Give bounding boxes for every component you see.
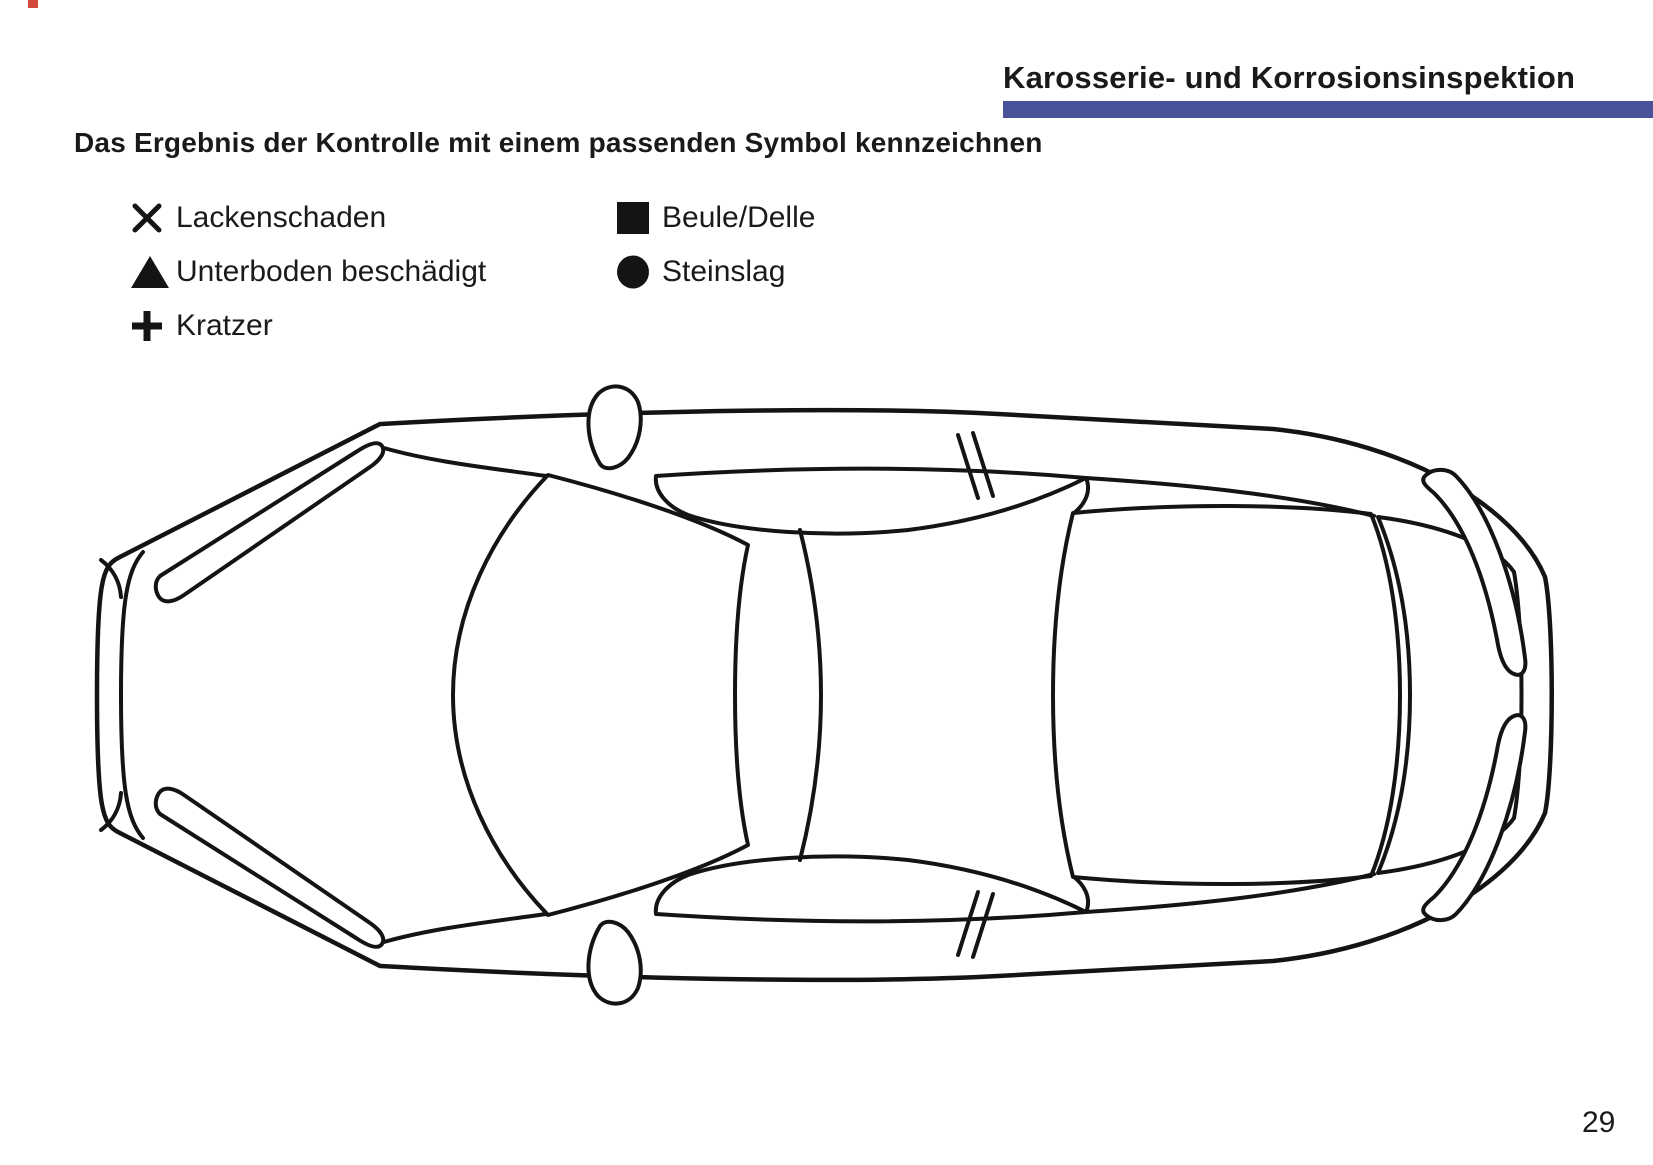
legend-column-1 bbox=[130, 201, 486, 363]
rear-window bbox=[1053, 506, 1400, 884]
taillight-bottom bbox=[1423, 715, 1525, 920]
side-mirror-bottom bbox=[588, 922, 640, 1004]
legend-item bbox=[130, 309, 486, 343]
legend-label: Unterboden beschädigt bbox=[176, 255, 487, 288]
front-bumper-line bbox=[121, 552, 143, 838]
roof-contour-line bbox=[800, 530, 821, 860]
plus-icon bbox=[130, 309, 176, 343]
filled-circle-icon bbox=[616, 255, 662, 289]
legend-label: Steinslag bbox=[662, 255, 786, 288]
b-pillar-bottom bbox=[958, 892, 993, 957]
instruction-text: Das Ergebnis der Kontrolle mit einem passenden Symbol kennzeichnen bbox=[74, 127, 1043, 158]
legend-item bbox=[616, 255, 815, 289]
legend-column-2 bbox=[616, 201, 815, 309]
legend-label: Kratzer bbox=[176, 309, 273, 342]
windshield bbox=[453, 475, 748, 915]
legend-label: Beule/Delle bbox=[662, 201, 816, 234]
legend-label: Lackenschaden bbox=[176, 201, 387, 234]
scan-artifact-mark bbox=[28, 0, 38, 8]
hood-line-top bbox=[384, 448, 546, 476]
taillight-top bbox=[1423, 470, 1525, 675]
legend-item bbox=[130, 201, 486, 235]
page-number: 29 bbox=[1582, 1106, 1616, 1139]
x-mark-icon bbox=[130, 201, 176, 235]
hood-line-bottom bbox=[384, 914, 546, 942]
car-top-view-diagram bbox=[88, 380, 1558, 1010]
page-title: Karosserie- und Korrosionsinspektion bbox=[1003, 60, 1576, 95]
side-window-bottom bbox=[656, 856, 1086, 921]
legend-item bbox=[616, 201, 815, 235]
filled-triangle-icon bbox=[130, 255, 176, 289]
b-pillar-top bbox=[958, 433, 993, 498]
legend-item bbox=[130, 255, 486, 289]
side-mirror-top bbox=[588, 386, 640, 468]
title-underline-bar bbox=[1003, 101, 1653, 118]
side-window-top bbox=[656, 469, 1086, 534]
filled-square-icon bbox=[616, 201, 662, 235]
